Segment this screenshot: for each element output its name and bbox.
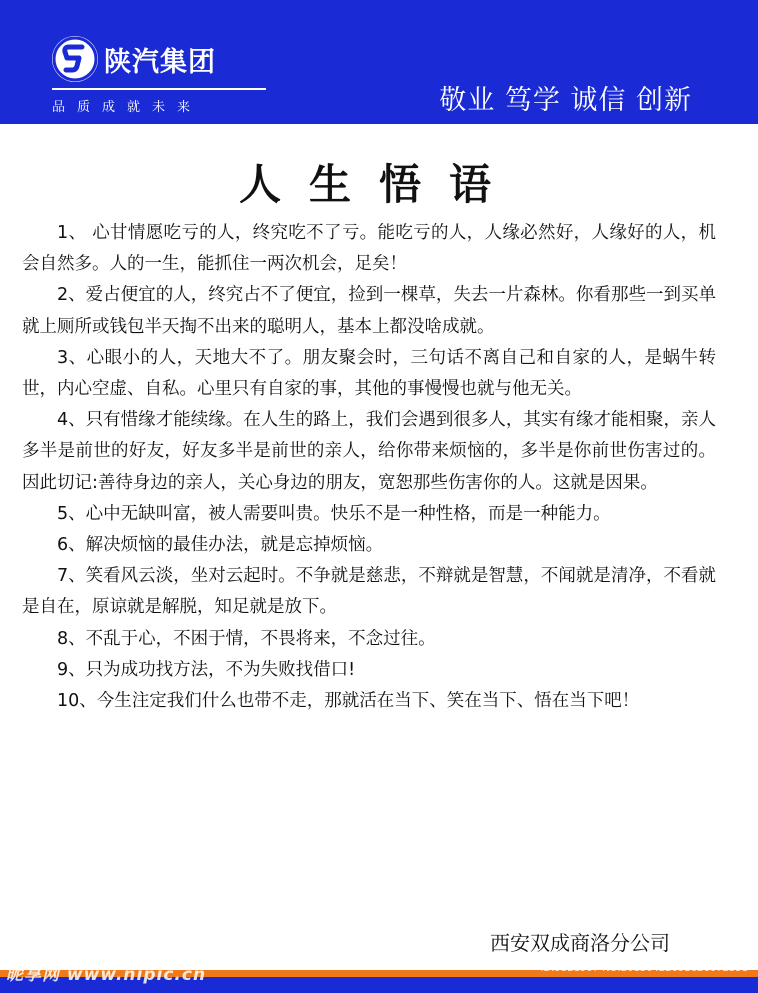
paragraph-2: 2、爱占便宜的人，终究占不了便宜，捡到一棵草，失去一片森林。你看那些一到买单就上厕所或钱包半天掏不出来的聪明人，基本上都没啥成就。: [22, 285, 716, 337]
paragraph-6: 6、解决烦恼的最佳办法，就是忘掉烦恼。: [57, 535, 384, 556]
watermark-id: ID:9321907 NO:20130422092626072351: [540, 963, 748, 974]
logo-slogan: 品质成就未来: [52, 100, 203, 115]
header-banner: [0, 0, 758, 124]
paragraph-3: 3、心眼小的人，天地大不了。朋友聚会时，三句话不离自己和自家的人，是蜗牛转世，内心空虚、自私。心里只有自家的事，其他的事慢慢也就与他无关。: [22, 347, 716, 400]
paragraph-1: 1、 心甘情愿吃亏的人，终究吃不了亏。能吃亏的人，人缘必然好，人缘好的人，机会自然多。人的一生，能抓住一两次机会，足矣！: [22, 223, 716, 275]
paragraph-7: 7、笑看风云淡，坐对云起时。不争就是慈悲，不辩就是智慧，不闻就是清净，不看就是自在，原谅就是解脱，知足就是放下。: [22, 566, 716, 618]
paragraph-4: 4、只有惜缘才能续缘。在人生的路上，我们会遇到很多人，其实有缘才能相聚，亲人多半是前世的好友，好友多半是前世的亲人，给你带来烦恼的，多半是你前世伤害过的。因此切记:善待身边的亲人，关心身边的朋友，宽恕那些伤害你的人。这就是因果。: [22, 410, 716, 493]
watermark-text: 昵享网 www.nipic.cn: [6, 965, 207, 985]
paragraph-10: 10、今生注定我们什么也带不走，那就活在当下、笑在当下、悟在当下吧！: [57, 691, 640, 712]
logo-text: 陕汽集团: [104, 46, 216, 78]
signature: 西安双成商洛分公司: [490, 931, 670, 955]
shaanxi-auto-logo-icon: [52, 36, 98, 82]
paragraph-9: 9、只为成功找方法，不为失败找借口!: [57, 659, 356, 680]
company-motto: 敬业 笃学 诚信 创新: [439, 85, 692, 116]
logo-divider: [52, 88, 266, 90]
paragraph-8: 8、不乱于心，不困于情，不畏将来，不念过往。: [57, 628, 436, 649]
article-body: [22, 218, 716, 717]
page-title: 人生悟语: [238, 160, 519, 209]
paragraph-5: 5、心中无缺叫富，被人需要叫贵。快乐不是一种性格，而是一种能力。: [57, 503, 611, 524]
company-logo: [52, 36, 268, 115]
